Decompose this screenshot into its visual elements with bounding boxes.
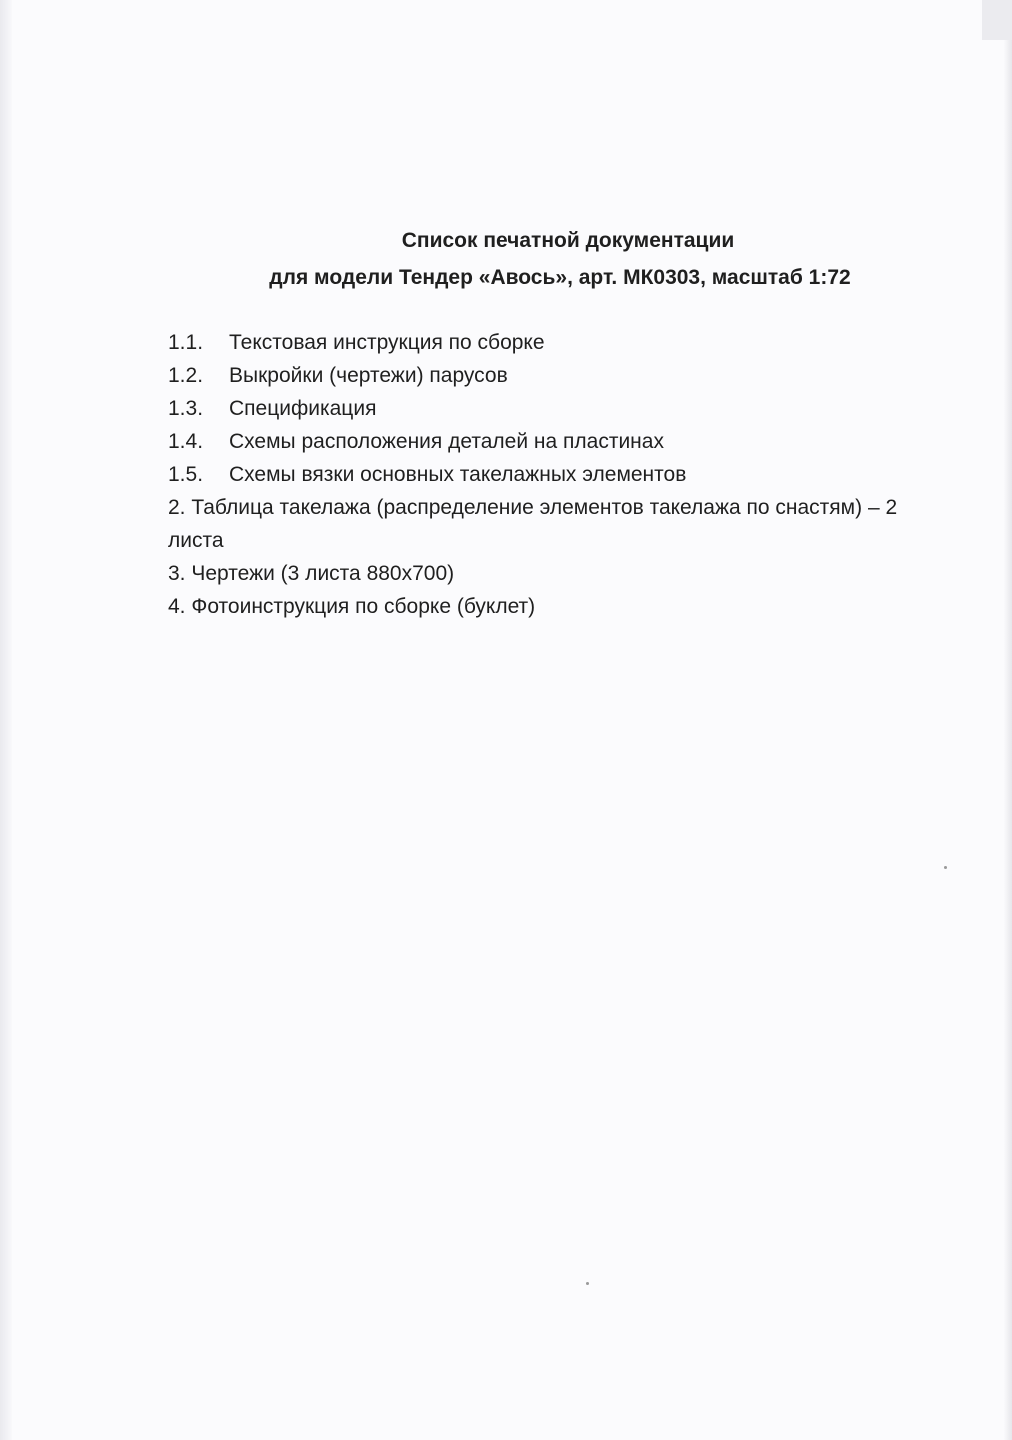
list-item-number: 1.3. [168, 397, 204, 420]
list-item-plain: 4. Фотоинструкция по сборке (буклет) [168, 595, 536, 618]
scan-top-corner [982, 0, 1012, 40]
scan-speck [944, 866, 947, 869]
scan-left-edge [0, 0, 12, 1440]
list-item-text: Схемы вязки основных такелажных элементов [229, 463, 687, 486]
list-item [168, 458, 928, 491]
documentation-list [168, 326, 928, 623]
list-item-plain: 2. Таблица такелажа (распределение элементов такелажа по снастям) – 2 листа [168, 496, 898, 552]
list-item [168, 392, 928, 425]
list-item-text: Текстовая инструкция по сборке [229, 331, 545, 354]
list-item-plain: 3. Чертежи (3 листа 880х700) [168, 562, 455, 585]
list-item [168, 425, 928, 458]
list-item-text: Выкройки (чертежи) парусов [229, 364, 508, 387]
list-item-number: 1.5. [168, 463, 204, 486]
scan-right-edge [1004, 0, 1012, 1440]
list-item [168, 326, 928, 359]
list-item-number: 1.2. [168, 364, 204, 387]
list-item-text: Спецификация [229, 397, 377, 420]
document-subtitle: для модели Тендер «Авось», арт. МК0303, масштаб 1:72 [269, 266, 851, 289]
list-item [168, 359, 928, 392]
list-item-text: Схемы расположения деталей на пластинах [229, 430, 664, 453]
list-item-number: 1.1. [168, 331, 204, 354]
document-title: Список печатной документации [401, 229, 735, 252]
scan-speck [586, 1282, 589, 1285]
list-item-number: 1.4. [168, 430, 204, 453]
